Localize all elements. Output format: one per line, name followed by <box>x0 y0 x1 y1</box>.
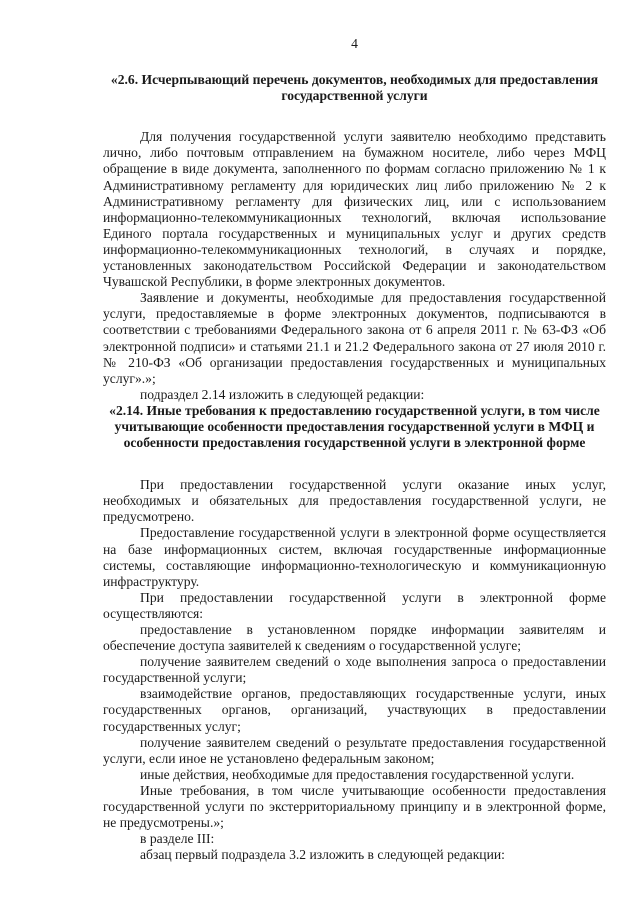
list-item: предоставление в установленном порядке информации заявителям и обеспечение доступа заявителей к сведениям о государственной услуге; <box>103 622 606 654</box>
paragraph: Заявление и документы, необходимые для предоставления государственной услуги, предоставляемые в форме электронных документов, подписываются в соответствии с требованиями Федерального закона от 6 апреля 2011 г. № 63-ФЗ «Об электронной подписи» и статьями 21.1 и 21.2 Федерального закона от 27 июля 2010 г. № 210-ФЗ «Об организации предоставления государственных и муниципальных услуг».»; <box>103 290 606 386</box>
amendment-instruction: абзац первый подраздела 3.2 изложить в следующей редакции: <box>140 847 505 863</box>
section-2-14-heading: «2.14. Иные требования к предоставлению государственной услуги, в том числе учитывающие особенности предоставления государственной услуги в МФЦ и особенности предоставления государственной услуги в электронной форме <box>109 402 600 451</box>
paragraph: Предоставление государственной услуги в электронной форме осуществляется на базе информационных систем, включая государственные информационные системы, составляющие информационно-технологическую и коммуникационную инфраструктуру. <box>103 525 606 589</box>
list-item: получение заявителем сведений о результате предоставления государственной услуги, если иное не установлено федеральным законом; <box>103 734 606 766</box>
list-item: получение заявителем сведений о ходе выполнения запроса о предоставлении государственной услуги; <box>103 654 606 686</box>
paragraph: Иные требования, в том числе учитывающие особенности предоставления государственной услуги по экстерриториальному принципу и в электронной форме, не предусмотрены.»; <box>103 782 606 831</box>
paragraph: Для получения государственной услуги заявителю необходимо представить лично, либо почтовым отправлением на бумажном носителе, либо через МФЦ обращение в виде документа, заполненного по формам согласно приложению № 1 к Административному регламенту для юридических лиц либо приложению № 2 к Административному регламенту для физических лиц, или с использованием информационно-телекоммуникационных технологий, включая использование Единого портала государственных и муниципальных услуг и других средств информационно-телекоммуникационных технологий, в случаях и порядке, установленных законодательством Российской Федерации и законодательством Чувашской Республики, в форме электронных документов. <box>103 129 606 290</box>
section-2-6-heading: «2.6. Исчерпывающий перечень документов, необходимых для предоставления государственной услуги <box>110 72 599 104</box>
list-item: иные действия, необходимые для предоставления государственной услуги. <box>140 766 575 782</box>
list-item: взаимодействие органов, предоставляющих государственные услуги, иных государственных органов, организаций, участвующих в предоставлении государственных услуг; <box>103 686 606 734</box>
paragraph: При предоставлении государственной услуги в электронной форме осуществляются: <box>103 589 606 621</box>
amendment-instruction: подраздел 2.14 изложить в следующей редакции: <box>140 386 425 402</box>
paragraph: При предоставлении государственной услуги оказание иных услуг, необходимых и обязательных для предоставления государственной услуги, не предусмотрено. <box>103 477 606 525</box>
amendment-instruction: в разделе III: <box>140 831 215 847</box>
page-number: 4 <box>351 36 358 51</box>
